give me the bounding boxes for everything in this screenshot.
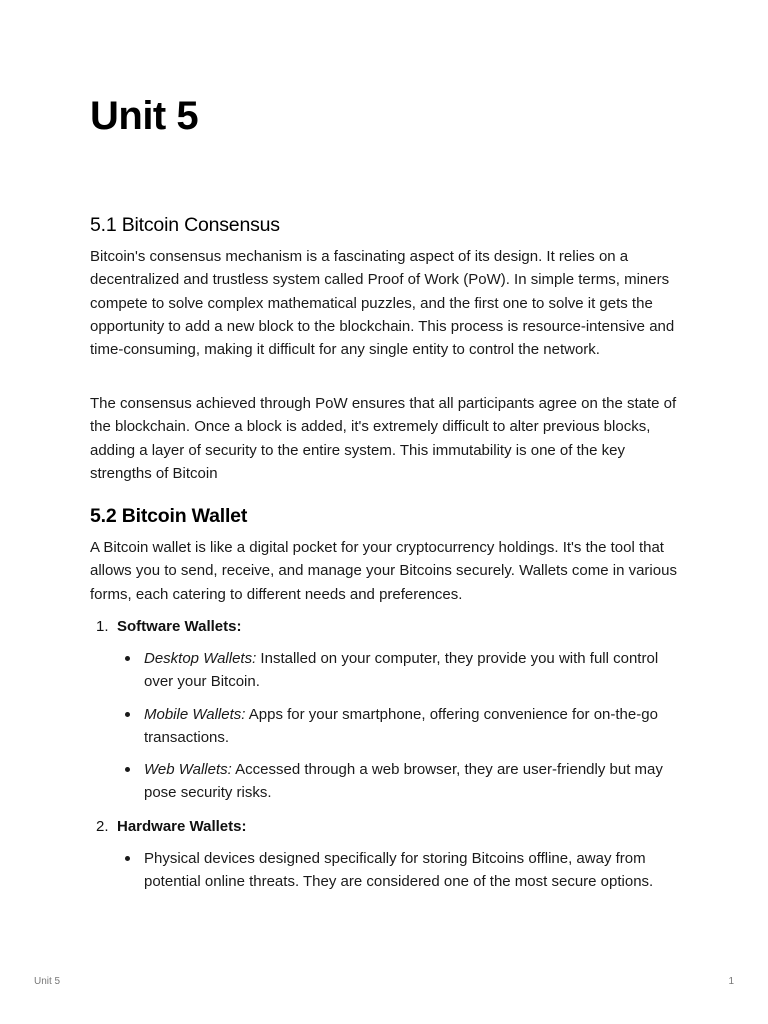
bullet-item bbox=[144, 847, 680, 894]
list-number: 1. bbox=[96, 618, 109, 635]
list-item-title: Hardware Wallets: bbox=[117, 818, 247, 835]
bullet-dot-icon bbox=[125, 656, 130, 661]
bullet-dot-icon bbox=[125, 856, 130, 861]
bullet-text: Apps for your smartphone, offering convenience for on-the-go transactions. bbox=[144, 706, 658, 747]
bullet-term: Desktop Wallets: bbox=[144, 650, 257, 667]
bullet-item bbox=[144, 758, 680, 805]
paragraph: Bitcoin's consensus mechanism is a fascinating aspect of its design. It relies on a decentralized and trustless system called Proof of Work (PoW). In simple terms, miners compete to solve complex mathematical puzzles, and the first one to solve it gets the opportunity to add a new block to the blockchain. This process is resource-intensive and time-consuming, making it difficult for any single entity to control the network. bbox=[90, 248, 675, 359]
section-heading-bitcoin-consensus: 5.1 Bitcoin Consensus bbox=[90, 214, 280, 236]
bullet-item bbox=[144, 703, 680, 750]
paragraph: The consensus achieved through PoW ensures that all participants agree on the state of the blockchain. Once a block is added, it's extremely difficult to alter previous blocks, adding a layer of security to the entire system. This immutability is one of the key strengths of Bitcoin bbox=[90, 395, 677, 482]
list-item-title: Software Wallets: bbox=[117, 618, 242, 635]
list-number: 2. bbox=[96, 818, 109, 835]
bullet-text: Physical devices designed specifically for storing Bitcoins offline, away from potential online threats. They are considered one of the most secure options. bbox=[144, 850, 654, 891]
bullet-dot-icon bbox=[125, 712, 130, 717]
bullet-dot-icon bbox=[125, 767, 130, 772]
footer-title: Unit 5 bbox=[34, 976, 61, 987]
bullet-text: Installed on your computer, they provide you with full control over your Bitcoin. bbox=[144, 650, 659, 691]
numbered-list-item bbox=[90, 615, 241, 638]
bullet-text: Accessed through a web browser, they are user-friendly but may pose security risks. bbox=[144, 761, 663, 802]
page-title: Unit 5 bbox=[90, 94, 199, 138]
bullet-term: Web Wallets: bbox=[144, 761, 232, 778]
numbered-list-item bbox=[90, 815, 247, 838]
paragraph: A Bitcoin wallet is like a digital pocket for your cryptocurrency holdings. It's the tool that allows you to send, receive, and manage your Bitcoins securely. Wallets come in various forms, each catering to different needs and preferences. bbox=[90, 539, 677, 603]
bullet-term: Mobile Wallets: bbox=[144, 706, 246, 723]
bullet-item bbox=[144, 647, 680, 694]
section-heading-bitcoin-wallet: 5.2 Bitcoin Wallet bbox=[90, 505, 248, 527]
page-number: 1 bbox=[728, 976, 734, 987]
